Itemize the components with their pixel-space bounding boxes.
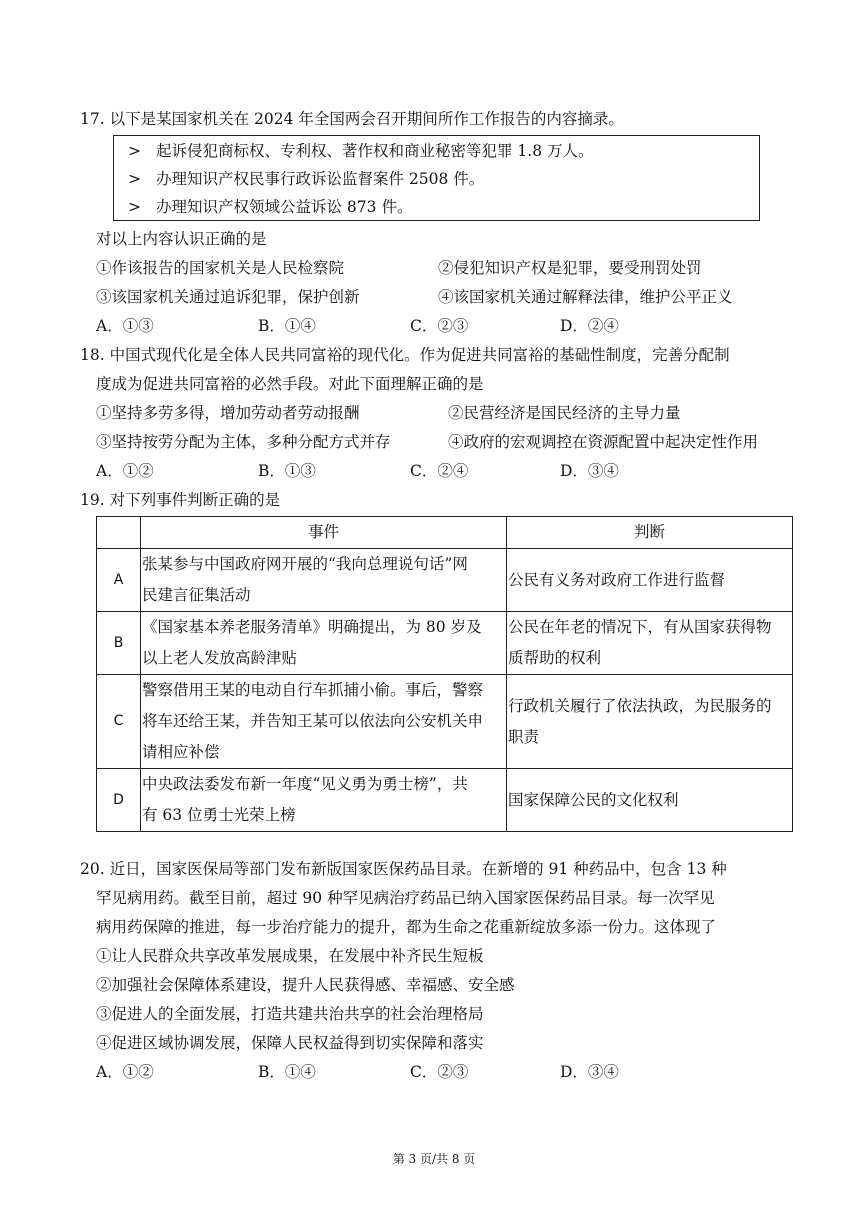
q18-choice-b[interactable]: B．①③ [258, 462, 316, 480]
judgment-cell: 国家保障公民的文化权利 [507, 769, 793, 832]
row-label: D [97, 769, 141, 832]
judgment-cell: 公民有义务对政府工作进行监督 [507, 549, 793, 612]
q20-option-1: ①让人民群众共享改革发展成果，在发展中补齐民生短板 [96, 947, 484, 965]
q17-choice-b[interactable]: B．①④ [258, 317, 316, 335]
q20-option-2: ②加强社会保障体系建设，提升人民获得感、幸福感、安全感 [96, 976, 515, 994]
q20-option-3: ③促进人的全面发展，打造共建共治共享的社会治理格局 [96, 1005, 484, 1023]
event-cell: 《国家基本养老服务清单》明确提出，为 80 岁及 以上老人发放高龄津贴 [141, 612, 507, 675]
table-header-judgment: 判断 [507, 517, 793, 549]
event-cell: 张某参与中国政府网开展的“我向总理说句话”网 民建言征集活动 [141, 549, 507, 612]
q17-option-3: ③该国家机关通过追诉犯罪，保护创新 [96, 288, 360, 306]
chevron-right-icon: > [128, 170, 141, 188]
q18-choice-d[interactable]: D．③④ [560, 462, 619, 480]
q17-choice-a[interactable]: A．①③ [96, 317, 154, 335]
q17-excerpt-item: > 办理知识产权领域公益诉讼 873 件。 [128, 198, 413, 216]
table-header-event: 事件 [141, 517, 507, 549]
q17-prompt: 对以上内容认识正确的是 [96, 230, 267, 248]
q18-stem-line-2: 度成为促进共同富裕的必然手段。对此下面理解正确的是 [96, 375, 484, 393]
q18-option-3: ③坚持按劳分配为主体，多种分配方式并存 [96, 433, 391, 451]
chevron-right-icon: > [128, 142, 141, 160]
q20-option-4: ④促进区域协调发展，保障人民权益得到切实保障和落实 [96, 1034, 484, 1052]
row-label: A [97, 549, 141, 612]
q20-stem-line-3: 病用药保障的推进，每一步治疗能力的提升，都为生命之花重新绽放多添一份力。这体现了 [96, 918, 717, 936]
q17-option-1: ①作该报告的国家机关是人民检察院 [96, 259, 345, 277]
q20-choice-a[interactable]: A．①② [96, 1063, 154, 1081]
q17-stem: 17. 以下是某国家机关在 2024 年全国两会召开期间所作工作报告的内容摘录。 [80, 110, 624, 128]
event-cell: 中央政法委发布新一年度“见义勇为勇士榜”，共 有 63 位勇士光荣上榜 [141, 769, 507, 832]
q20-stem-line-1: 20. 近日，国家医保局等部门发布新版国家医保药品目录。在新增的 91 种药品中，包含 13 种 [80, 860, 727, 878]
q17-excerpt-box [113, 135, 760, 221]
q17-excerpt-item: > 办理知识产权民事行政诉讼监督案件 2508 件。 [128, 170, 485, 188]
q18-choice-c[interactable]: C．②④ [410, 462, 469, 480]
q18-stem-line-1: 18. 中国式现代化是全体人民共同富裕的现代化。作为促进共同富裕的基础性制度，完善分配制 [80, 346, 730, 364]
table-header-row [97, 517, 793, 549]
q20-choice-c[interactable]: C．②③ [410, 1063, 469, 1081]
judgment-cell: 公民在年老的情况下，有从国家获得物 质帮助的权利 [507, 612, 793, 675]
q17-option-2: ②侵犯知识产权是犯罪，要受刑罚处罚 [438, 259, 702, 277]
q19-event-table [96, 516, 793, 832]
table-header-label [97, 517, 141, 549]
q18-option-1: ①坚持多劳多得，增加劳动者劳动报酬 [96, 404, 360, 422]
q20-stem-line-2: 罕见病用药。截至目前，超过 90 种罕见病治疗药品已纳入国家医保药品目录。每一次罕见 [96, 889, 715, 907]
q18-option-4: ④政府的宏观调控在资源配置中起决定性作用 [448, 433, 759, 451]
q17-excerpt-item: > 起诉侵犯商标权、专利权、著作权和商业秘密等犯罪 1.8 万人。 [128, 142, 594, 160]
q18-choice-a[interactable]: A．①② [96, 462, 154, 480]
q20-choice-d[interactable]: D．③④ [560, 1063, 619, 1081]
table-row [97, 612, 793, 675]
judgment-cell: 行政机关履行了依法执政，为民服务的 职责 [507, 675, 793, 769]
table-row [97, 549, 793, 612]
chevron-right-icon: > [128, 198, 141, 216]
page-number: 第 3 页/共 8 页 [392, 1152, 476, 1166]
q18-option-2: ②民营经济是国民经济的主导力量 [448, 404, 681, 422]
q17-choice-c[interactable]: C．②③ [410, 317, 469, 335]
table-row [97, 675, 793, 769]
row-label: B [97, 612, 141, 675]
row-label: C [97, 675, 141, 769]
table-row [97, 769, 793, 832]
q19-stem: 19. 对下列事件判断正确的是 [80, 491, 281, 509]
q20-choice-b[interactable]: B．①④ [258, 1063, 316, 1081]
q17-choice-d[interactable]: D．②④ [560, 317, 619, 335]
q17-option-4: ④该国家机关通过解释法律，维护公平正义 [438, 288, 733, 306]
event-cell: 警察借用王某的电动自行车抓捕小偷。事后，警察 将车还给王某，并告知王某可以依法向公安机关申 请相应补偿 [141, 675, 507, 769]
